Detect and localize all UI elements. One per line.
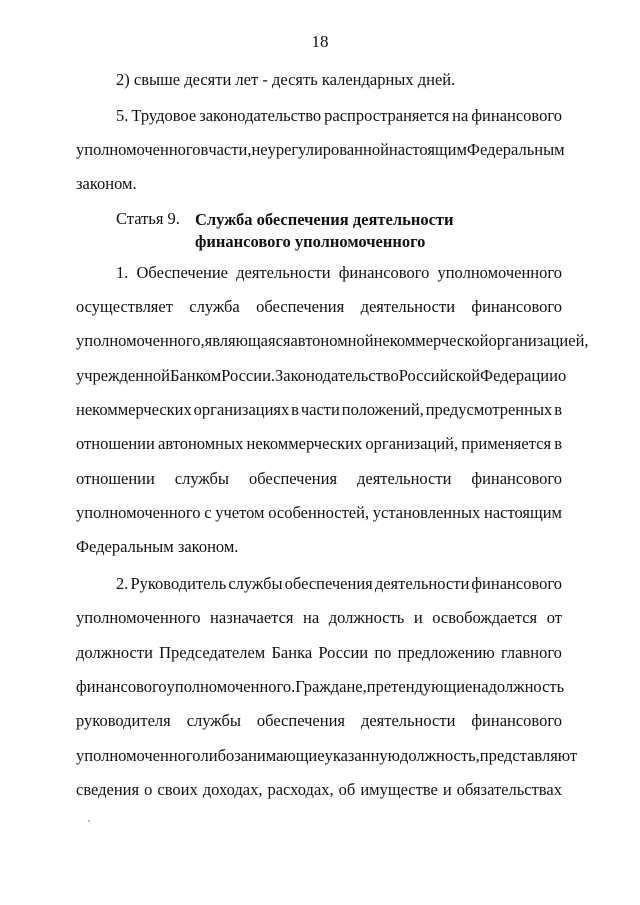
- word: автономных: [158, 434, 244, 453]
- word: уполномоченного: [76, 746, 201, 765]
- text-line-4: законом.: [76, 174, 137, 193]
- word: о: [144, 780, 153, 799]
- word: настоящим: [484, 503, 562, 522]
- word: на: [472, 677, 489, 696]
- article-label: Статья 9.: [116, 209, 180, 228]
- word: организациях: [193, 400, 290, 419]
- word: о: [557, 366, 567, 385]
- word: автономной: [290, 331, 374, 350]
- page-number: 18: [311, 32, 329, 51]
- text-line-8: [76, 366, 567, 386]
- word: некоммерческих: [76, 400, 192, 419]
- word: учрежденной: [76, 366, 170, 385]
- word: Федерации: [480, 366, 558, 385]
- word: Трудовое: [131, 106, 197, 125]
- word: предусмотренных: [425, 400, 553, 419]
- word: финансового: [471, 106, 562, 125]
- word: должности: [76, 643, 153, 662]
- word: отношении: [76, 469, 155, 488]
- word: финансового: [338, 263, 430, 282]
- text-line-17: [76, 677, 565, 697]
- word: уполномоченного: [76, 608, 201, 627]
- word: применяется: [461, 434, 552, 453]
- word: указанную: [324, 746, 400, 765]
- word: доходах,: [202, 780, 263, 799]
- text-line-7: [76, 331, 589, 351]
- word: в: [554, 400, 562, 419]
- word: Российской: [398, 366, 481, 385]
- word: не: [251, 140, 268, 159]
- word: отношении: [76, 434, 155, 453]
- word: некоммерческих: [246, 434, 363, 453]
- word: обеспечения: [256, 297, 345, 316]
- word: в: [200, 140, 209, 159]
- word: службы: [228, 574, 283, 593]
- word: службы: [186, 711, 241, 730]
- word: должность: [488, 677, 565, 696]
- word: Банком: [169, 366, 222, 385]
- word: Председателем: [159, 643, 266, 662]
- text-line-13: Федеральным законом.: [76, 537, 239, 556]
- word: организацией,: [488, 331, 589, 350]
- word: положений,: [341, 400, 424, 419]
- word: от: [546, 608, 562, 627]
- text-line-10: [76, 434, 562, 454]
- text-line-18: [76, 711, 562, 731]
- word: 5.: [116, 106, 129, 125]
- word: обязательствах: [456, 780, 562, 799]
- word: обеспечения: [248, 469, 338, 488]
- text-line-2: [116, 106, 562, 126]
- article-title-line-1: Служба обеспечения деятельности: [195, 210, 454, 229]
- word: на: [452, 106, 469, 125]
- word: занимающие: [234, 746, 325, 765]
- word: части: [300, 400, 340, 419]
- word: установленных: [372, 503, 481, 522]
- word: Граждане,: [295, 677, 367, 696]
- text-line-3: [76, 140, 565, 160]
- text-line-6: [76, 297, 562, 317]
- word: деятельности: [360, 711, 456, 730]
- word: служба: [189, 297, 240, 316]
- text-line-1: 2) свыше десяти лет - десять календарных дней.: [116, 70, 456, 89]
- text-line-15: [76, 608, 562, 628]
- word: 1.: [116, 263, 129, 282]
- word: расходах,: [267, 780, 334, 799]
- word: либо: [200, 746, 235, 765]
- word: Обеспечение: [136, 263, 228, 282]
- word: руководителя: [76, 711, 171, 730]
- word: обеспечения: [284, 574, 373, 593]
- word: об: [338, 780, 356, 799]
- text-line-14: [116, 574, 562, 594]
- word: организаций,: [365, 434, 459, 453]
- word: части,: [208, 140, 252, 159]
- word: настоящим: [388, 140, 467, 159]
- word: финансового: [76, 677, 167, 696]
- word: назначается: [210, 608, 294, 627]
- word: Банка: [271, 643, 313, 662]
- word: России.: [221, 366, 276, 385]
- text-line-16: [76, 643, 562, 663]
- word: 2.: [116, 574, 129, 593]
- text-line-5: [116, 263, 562, 283]
- word: Законодательство: [275, 366, 399, 385]
- word: финансового: [471, 574, 562, 593]
- word: являющаяся: [204, 331, 291, 350]
- word: распространяется: [324, 106, 450, 125]
- text-line-20: [76, 780, 562, 800]
- word: главного: [500, 643, 562, 662]
- text-line-9: [76, 400, 562, 420]
- word: деятельности: [236, 263, 331, 282]
- word: уполномоченного: [76, 503, 201, 522]
- word: деятельности: [360, 297, 456, 316]
- word: осуществляет: [76, 297, 173, 316]
- word: деятельности: [374, 574, 470, 593]
- word: некоммерческой: [373, 331, 489, 350]
- word: предложению: [397, 643, 495, 662]
- word: с: [204, 503, 212, 522]
- word: урегулированной: [267, 140, 389, 159]
- word: финансового: [471, 711, 562, 730]
- article-title: [195, 209, 454, 253]
- word: должность,: [400, 746, 480, 765]
- word: службы: [174, 469, 230, 488]
- word: сведения: [76, 780, 140, 799]
- text-line-11: [76, 469, 562, 489]
- word: должность: [328, 608, 405, 627]
- word: финансового: [471, 469, 562, 488]
- word: уполномоченного: [437, 263, 562, 282]
- word: России: [318, 643, 369, 662]
- word: деятельности: [356, 469, 452, 488]
- word: уполномоченного: [76, 140, 201, 159]
- scan-artifact-dot: [88, 820, 90, 822]
- word: претендующие: [366, 677, 473, 696]
- word: особенностей,: [268, 503, 370, 522]
- word: обеспечения: [256, 711, 345, 730]
- word: уполномоченного,: [76, 331, 205, 350]
- word: по: [374, 643, 392, 662]
- word: Руководитель: [130, 574, 227, 593]
- text-line-12: [76, 503, 562, 523]
- word: в: [291, 400, 299, 419]
- word: финансового: [471, 297, 562, 316]
- word: и: [413, 608, 423, 627]
- word: законодательство: [199, 106, 322, 125]
- word: своих: [157, 780, 198, 799]
- word: освобождается: [432, 608, 538, 627]
- word: в: [554, 434, 562, 453]
- article-title-line-2: финансового уполномоченного: [195, 232, 426, 251]
- word: имуществе: [360, 780, 438, 799]
- word: на: [303, 608, 320, 627]
- word: представляют: [479, 746, 578, 765]
- word: и: [442, 780, 452, 799]
- word: уполномоченного.: [166, 677, 296, 696]
- word: Федеральным: [466, 140, 565, 159]
- text-line-19: [76, 746, 578, 766]
- word: учетом: [215, 503, 265, 522]
